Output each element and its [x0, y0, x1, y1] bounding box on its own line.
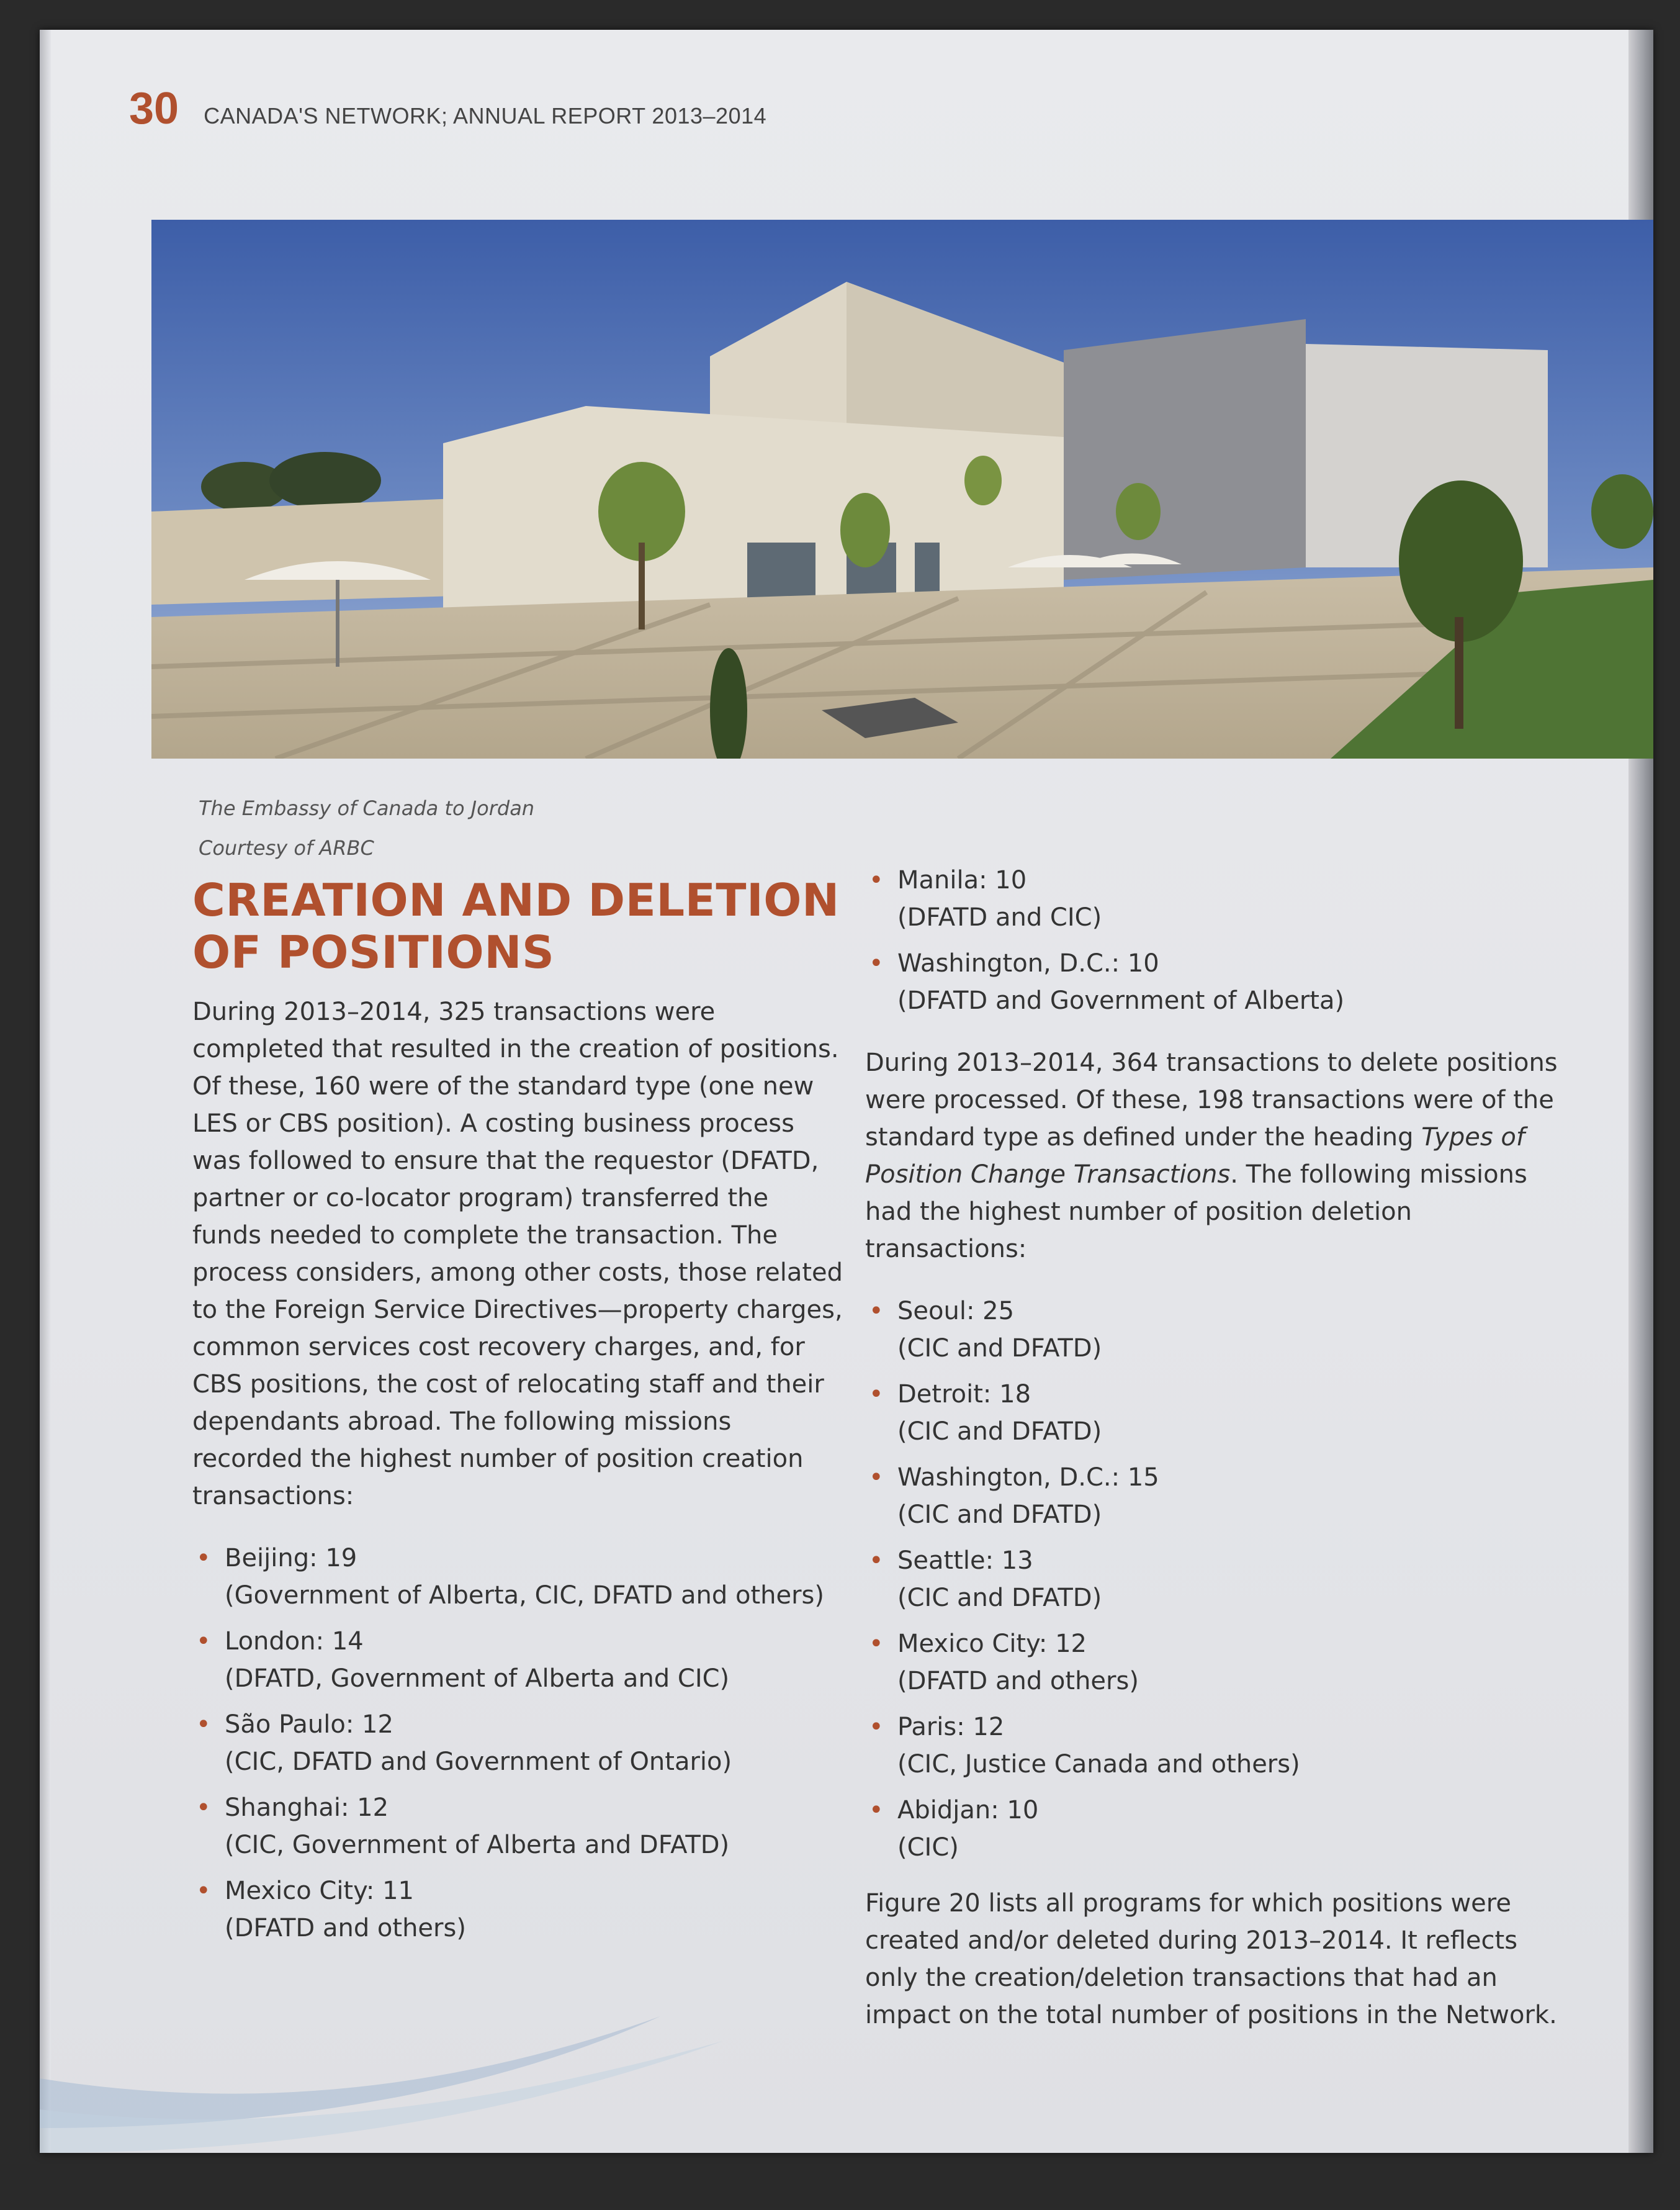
- mission-detail: (CIC, Justice Canada and others): [897, 1750, 1300, 1779]
- mission-detail: (DFATD and others): [897, 1667, 1139, 1695]
- bullet-icon: •: [869, 866, 884, 895]
- mission-name: Shanghai: 12: [225, 1793, 389, 1822]
- mission-name: Mexico City: 12: [897, 1630, 1087, 1658]
- creation-missions-list-continued: [865, 862, 1566, 1019]
- mission-name: Washington, D.C.: 10: [897, 949, 1159, 978]
- mission-detail: (Government of Alberta, CIC, DFATD and others): [225, 1581, 824, 1610]
- deletion-paragraph-heading-ref: Types of Position Change Transactions: [865, 1123, 1525, 1189]
- list-item: [865, 1542, 1566, 1617]
- list-item: [865, 945, 1566, 1019]
- bullet-icon: •: [196, 1793, 211, 1822]
- deletion-paragraph: [865, 1044, 1566, 1268]
- mission-name: Manila: 10: [897, 866, 1027, 895]
- photo-caption-title: The Embassy of Canada to Jordan: [199, 796, 535, 820]
- list-item: [192, 1623, 844, 1697]
- list-item: [192, 1872, 844, 1947]
- deletion-missions-list: [865, 1292, 1566, 1866]
- section-title-line2: OF POSITIONS: [192, 926, 555, 978]
- mission-name: Detroit: 18: [897, 1380, 1031, 1409]
- list-item: [865, 1708, 1566, 1783]
- right-column: [865, 862, 1566, 2034]
- mission-detail: (CIC): [897, 1833, 959, 1862]
- photo-caption-credit: Courtesy of ARBC: [199, 836, 374, 860]
- mission-detail: (DFATD, Government of Alberta and CIC): [225, 1664, 730, 1693]
- list-item: [865, 1376, 1566, 1450]
- report-page: [40, 30, 1653, 2153]
- mission-detail: (CIC and DFATD): [897, 1417, 1102, 1446]
- list-item: [192, 1706, 844, 1780]
- bullet-icon: •: [869, 1796, 884, 1824]
- list-item: [865, 1459, 1566, 1533]
- creation-paragraph: During 2013–2014, 325 transactions were completed that resulted in the creation of positions. Of these, 160 were of the standard type (one new LES or CBS position). A costing business process was followed to ensure that the requestor (DFATD, partner or co-locator program) transferred the funds needed to complete the transaction. The process considers, among other costs, those related to the Foreign Service Directives—property charges, common services cost recovery charges, and, for CBS positions, the cost of relocating staff and their dependants abroad. The following missions recorded the highest number of position creation transactions:: [192, 998, 843, 1510]
- page-number: 30: [129, 84, 179, 133]
- list-item: [192, 1540, 844, 1614]
- mission-name: Mexico City: 11: [225, 1877, 414, 1905]
- mission-name: Beijing: 19: [225, 1544, 357, 1572]
- deletion-paragraph-text-end: . The following missions had the highest number of position deletion transactions:: [865, 1160, 1527, 1263]
- mission-detail: (CIC and DFATD): [897, 1584, 1102, 1612]
- mission-detail: (DFATD and others): [225, 1914, 466, 1942]
- bullet-icon: •: [196, 1627, 211, 1656]
- page-header: [129, 83, 766, 133]
- mission-name: Abidjan: 10: [897, 1796, 1039, 1824]
- photo-caption: [199, 788, 534, 868]
- bullet-icon: •: [196, 1710, 211, 1739]
- list-item: [865, 862, 1566, 936]
- bullet-icon: •: [869, 1463, 884, 1492]
- bullet-icon: •: [869, 1380, 884, 1409]
- running-title: CANADA'S NETWORK; ANNUAL REPORT 2013–2014: [204, 103, 767, 129]
- bullet-icon: •: [869, 1713, 884, 1741]
- bullet-icon: •: [196, 1877, 211, 1905]
- left-column: [192, 874, 844, 1955]
- bullet-icon: •: [869, 949, 884, 978]
- decorative-swoosh: [40, 2004, 784, 2153]
- mission-name: Seattle: 13: [897, 1546, 1033, 1575]
- deletion-paragraph-text: During 2013–2014, 364 transactions to delete positions were processed. Of these, 198 transactions were of the standard type as defined under the heading: [865, 1049, 1558, 1152]
- mission-detail: (DFATD and Government of Alberta): [897, 986, 1345, 1015]
- mission-name: Seoul: 25: [897, 1297, 1015, 1325]
- list-item: [865, 1625, 1566, 1700]
- mission-detail: (CIC and DFATD): [897, 1500, 1102, 1529]
- bullet-icon: •: [196, 1544, 211, 1572]
- section-title: [192, 874, 844, 978]
- creation-missions-list: [192, 1540, 844, 1947]
- mission-detail: (DFATD and CIC): [897, 903, 1102, 932]
- list-item: [192, 1789, 844, 1864]
- mission-name: Washington, D.C.: 15: [897, 1463, 1159, 1492]
- mission-name: São Paulo: 12: [225, 1710, 393, 1739]
- mission-detail: (CIC, Government of Alberta and DFATD): [225, 1831, 730, 1859]
- bullet-icon: •: [869, 1546, 884, 1575]
- list-item: [865, 1792, 1566, 1866]
- bullet-icon: •: [869, 1297, 884, 1325]
- closing-paragraph: Figure 20 lists all programs for which positions were created and/or deleted during 2013–2014. It reflects only the creation/deletion transactions that had an impact on the total number of positions in the Network.: [865, 1889, 1557, 2029]
- list-item: [865, 1292, 1566, 1367]
- embassy-photo-illustration: [151, 220, 1653, 759]
- bullet-icon: •: [869, 1630, 884, 1658]
- embassy-photo: [151, 220, 1653, 759]
- mission-detail: (CIC and DFATD): [897, 1334, 1102, 1363]
- mission-name: Paris: 12: [897, 1713, 1005, 1741]
- page-left-edge: [40, 30, 51, 2153]
- mission-name: London: 14: [225, 1627, 364, 1656]
- mission-detail: (CIC, DFATD and Government of Ontario): [225, 1748, 732, 1776]
- section-title-line1: CREATION AND DELETION: [192, 874, 840, 926]
